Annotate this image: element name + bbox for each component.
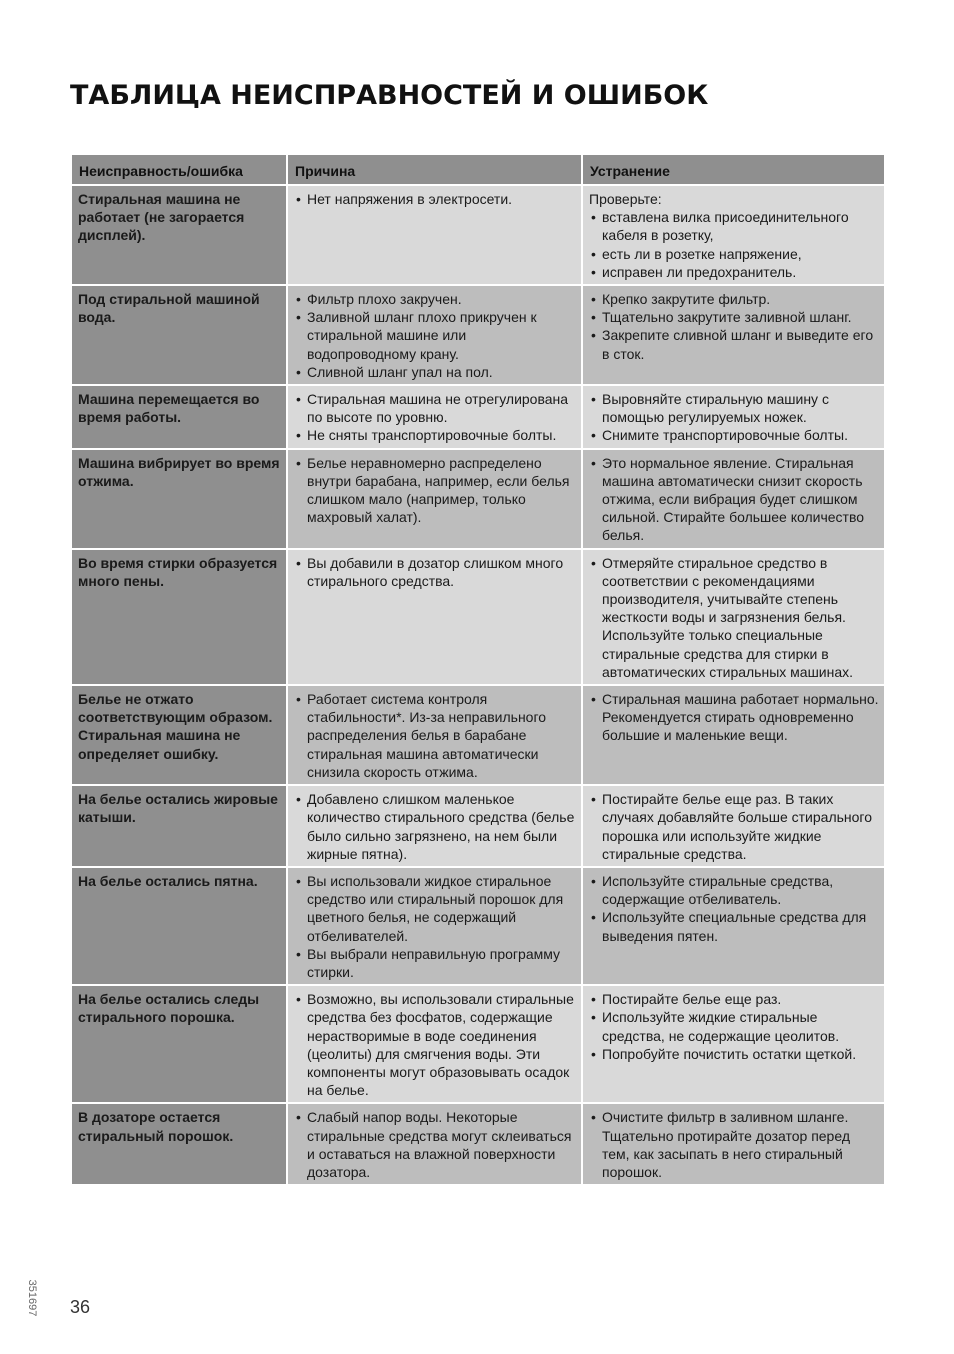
table-body [72, 185, 884, 1185]
cause-list [294, 454, 577, 527]
header-cause: Причина [287, 155, 582, 185]
fix-list [589, 790, 880, 863]
problem-cell: На белье остались пятна. [72, 867, 287, 985]
fix-cell [582, 549, 884, 685]
table-row [72, 1103, 884, 1185]
fix-item: • Закрепите сливной шланг и выведите его в сток. [589, 326, 880, 362]
cause-list [294, 790, 577, 863]
problem-cell: На белье остались следы стирального порошка. [72, 985, 287, 1103]
fix-cell [582, 449, 884, 549]
cause-cell [287, 549, 582, 685]
fix-item: • Постирайте белье еще раз. В таких случаях добавляйте больше стирального порошка или используйте жидкие стиральные средства. [589, 790, 880, 863]
cause-cell [287, 185, 582, 285]
cause-list [294, 554, 577, 590]
fix-intro: Проверьте: [589, 191, 662, 207]
fix-item: • Отмеряйте стиральное средство в соответствии с рекомендациями производителя, учитывайте степень жесткости воды и загрязнения белья. Используйте только специальные стиральные средства для стирки в автоматических стиральных машинах. [589, 554, 880, 681]
cause-item: • Сливной шланг упал на пол. [294, 363, 577, 381]
cause-list [294, 872, 577, 981]
table-row [72, 785, 884, 867]
fix-list [589, 208, 880, 281]
table-row [72, 285, 884, 385]
fix-item: • Крепко закрутите фильтр. [589, 290, 880, 308]
cause-cell [287, 385, 582, 449]
fix-item: • Попробуйте почистить остатки щеткой. [589, 1045, 880, 1063]
header-problem: Неисправность/ошибка [72, 155, 287, 185]
cause-cell [287, 285, 582, 385]
cause-list [294, 990, 577, 1099]
fix-list [589, 690, 880, 745]
fix-item: • Очистите фильтр в заливном шланге. Тщательно протирайте дозатор перед тем, как засыпать в него стиральный порошок. [589, 1108, 880, 1181]
cause-item: • Стиральная машина не отрегулирована по высоте по уровню. [294, 390, 577, 426]
cause-list [294, 190, 577, 208]
cause-item: • Не сняты транспортировочные болты. [294, 426, 577, 444]
problem-cell: Машина вибрирует во время отжима. [72, 449, 287, 549]
table-row [72, 685, 884, 785]
table-row [72, 985, 884, 1103]
cause-cell [287, 449, 582, 549]
table-row [72, 385, 884, 449]
fix-item: • Используйте стиральные средства, содержащие отбеливатель. [589, 872, 880, 908]
fix-item: • вставлена вилка присоединительного кабеля в розетку, [589, 208, 880, 244]
cause-list [294, 690, 577, 781]
fix-item: • Стиральная машина работает нормально. Рекомендуется стирать одновременно большие и маленькие вещи. [589, 690, 880, 745]
fix-cell [582, 785, 884, 867]
table-header-row [72, 155, 884, 185]
fix-item: • Тщательно закрутите заливной шланг. [589, 308, 880, 326]
problem-cell: На белье остались жировые катыши. [72, 785, 287, 867]
cause-item: • Вы выбрали неправильную программу стирки. [294, 945, 577, 981]
problem-cell: Машина перемещается во время работы. [72, 385, 287, 449]
cause-item: • Слабый напор воды. Некоторые стиральные средства могут склеиваться и оставаться на влажной поверхности дозатора. [294, 1108, 577, 1181]
problem-cell: Белье не отжато соответствующим образом. Стиральная машина не определяет ошибку. [72, 685, 287, 785]
fix-item: • Снимите транспортировочные болты. [589, 426, 880, 444]
fix-item: • Постирайте белье еще раз. [589, 990, 880, 1008]
fix-item: • Используйте жидкие стиральные средства, не содержащие цеолитов. [589, 1008, 880, 1044]
fix-cell [582, 1103, 884, 1185]
cause-item: • Работает система контроля стабильности*. Из-за неправильного распределения белья в барабане стиральная машина автоматически снизила скорость отжима. [294, 690, 577, 781]
fix-cell [582, 867, 884, 985]
fix-item: • исправен ли предохранитель. [589, 263, 880, 281]
fix-cell [582, 985, 884, 1103]
table-row [72, 449, 884, 549]
fix-item: • Выровняйте стиральную машину с помощью регулируемых ножек. [589, 390, 880, 426]
fix-list [589, 1108, 880, 1181]
cause-list [294, 290, 577, 381]
problem-cell: Стиральная машина не работает (не загорается дисплей). [72, 185, 287, 285]
fix-item: • есть ли в розетке напряжение, [589, 245, 880, 263]
document-code [21, 1262, 43, 1332]
fix-cell [582, 285, 884, 385]
table-row [72, 867, 884, 985]
fix-list [589, 872, 880, 945]
document-code-text: 351697 [26, 1279, 38, 1317]
cause-list [294, 1108, 577, 1181]
fix-item: • Это нормальное явление. Стиральная машина автоматически снизит скорость отжима, если вибрация будет слишком сильной. Стирайте большее количество белья. [589, 454, 880, 545]
header-fix: Устранение [582, 155, 884, 185]
cause-item: • Белье неравномерно распределено внутри барабана, например, если белья слишком мало (например, только махровый халат). [294, 454, 577, 527]
fix-list [589, 290, 880, 363]
fix-list [589, 390, 880, 445]
table-row [72, 185, 884, 285]
fix-list [589, 454, 880, 545]
cause-item: • Возможно, вы использовали стиральные средства без фосфатов, содержащие нерастворимые в воде соединения (цеолиты) для смягчения воды. Эти компоненты могут образовывать осадок на белье. [294, 990, 577, 1099]
problem-cell: Во время стирки образуется много пены. [72, 549, 287, 685]
cause-cell [287, 685, 582, 785]
cause-item: • Вы использовали жидкое стиральное средство или стиральный порошок для цветного белья, не содержащий отбеливателей. [294, 872, 577, 945]
cause-item: • Добавлено слишком маленькое количество стирального средства (белье было сильно загрязнено, на нем были жирные пятна). [294, 790, 577, 863]
fix-cell [582, 385, 884, 449]
cause-cell [287, 1103, 582, 1185]
fix-list [589, 554, 880, 681]
fix-cell [582, 685, 884, 785]
cause-cell [287, 785, 582, 867]
cause-item: • Нет напряжения в электросети. [294, 190, 577, 208]
page-number: 36 [70, 1297, 91, 1317]
cause-list [294, 390, 577, 445]
cause-cell [287, 985, 582, 1103]
cause-item: • Фильтр плохо закручен. [294, 290, 577, 308]
page-title: ТАБЛИЦА НЕИСПРАВНОСТЕЙ И ОШИБОК [70, 80, 709, 111]
cause-item: • Вы добавили в дозатор слишком много стирального средства. [294, 554, 577, 590]
fix-cell [582, 185, 884, 285]
cause-item: • Заливной шланг плохо прикручен к стиральной машине или водопроводному крану. [294, 308, 577, 363]
troubleshooting-table [72, 155, 884, 1186]
fix-list [589, 990, 880, 1063]
cause-cell [287, 867, 582, 985]
table-row [72, 549, 884, 685]
fix-item: • Используйте специальные средства для выведения пятен. [589, 908, 880, 944]
problem-cell: В дозаторе остается стиральный порошок. [72, 1103, 287, 1185]
problem-cell: Под стиральной машиной вода. [72, 285, 287, 385]
